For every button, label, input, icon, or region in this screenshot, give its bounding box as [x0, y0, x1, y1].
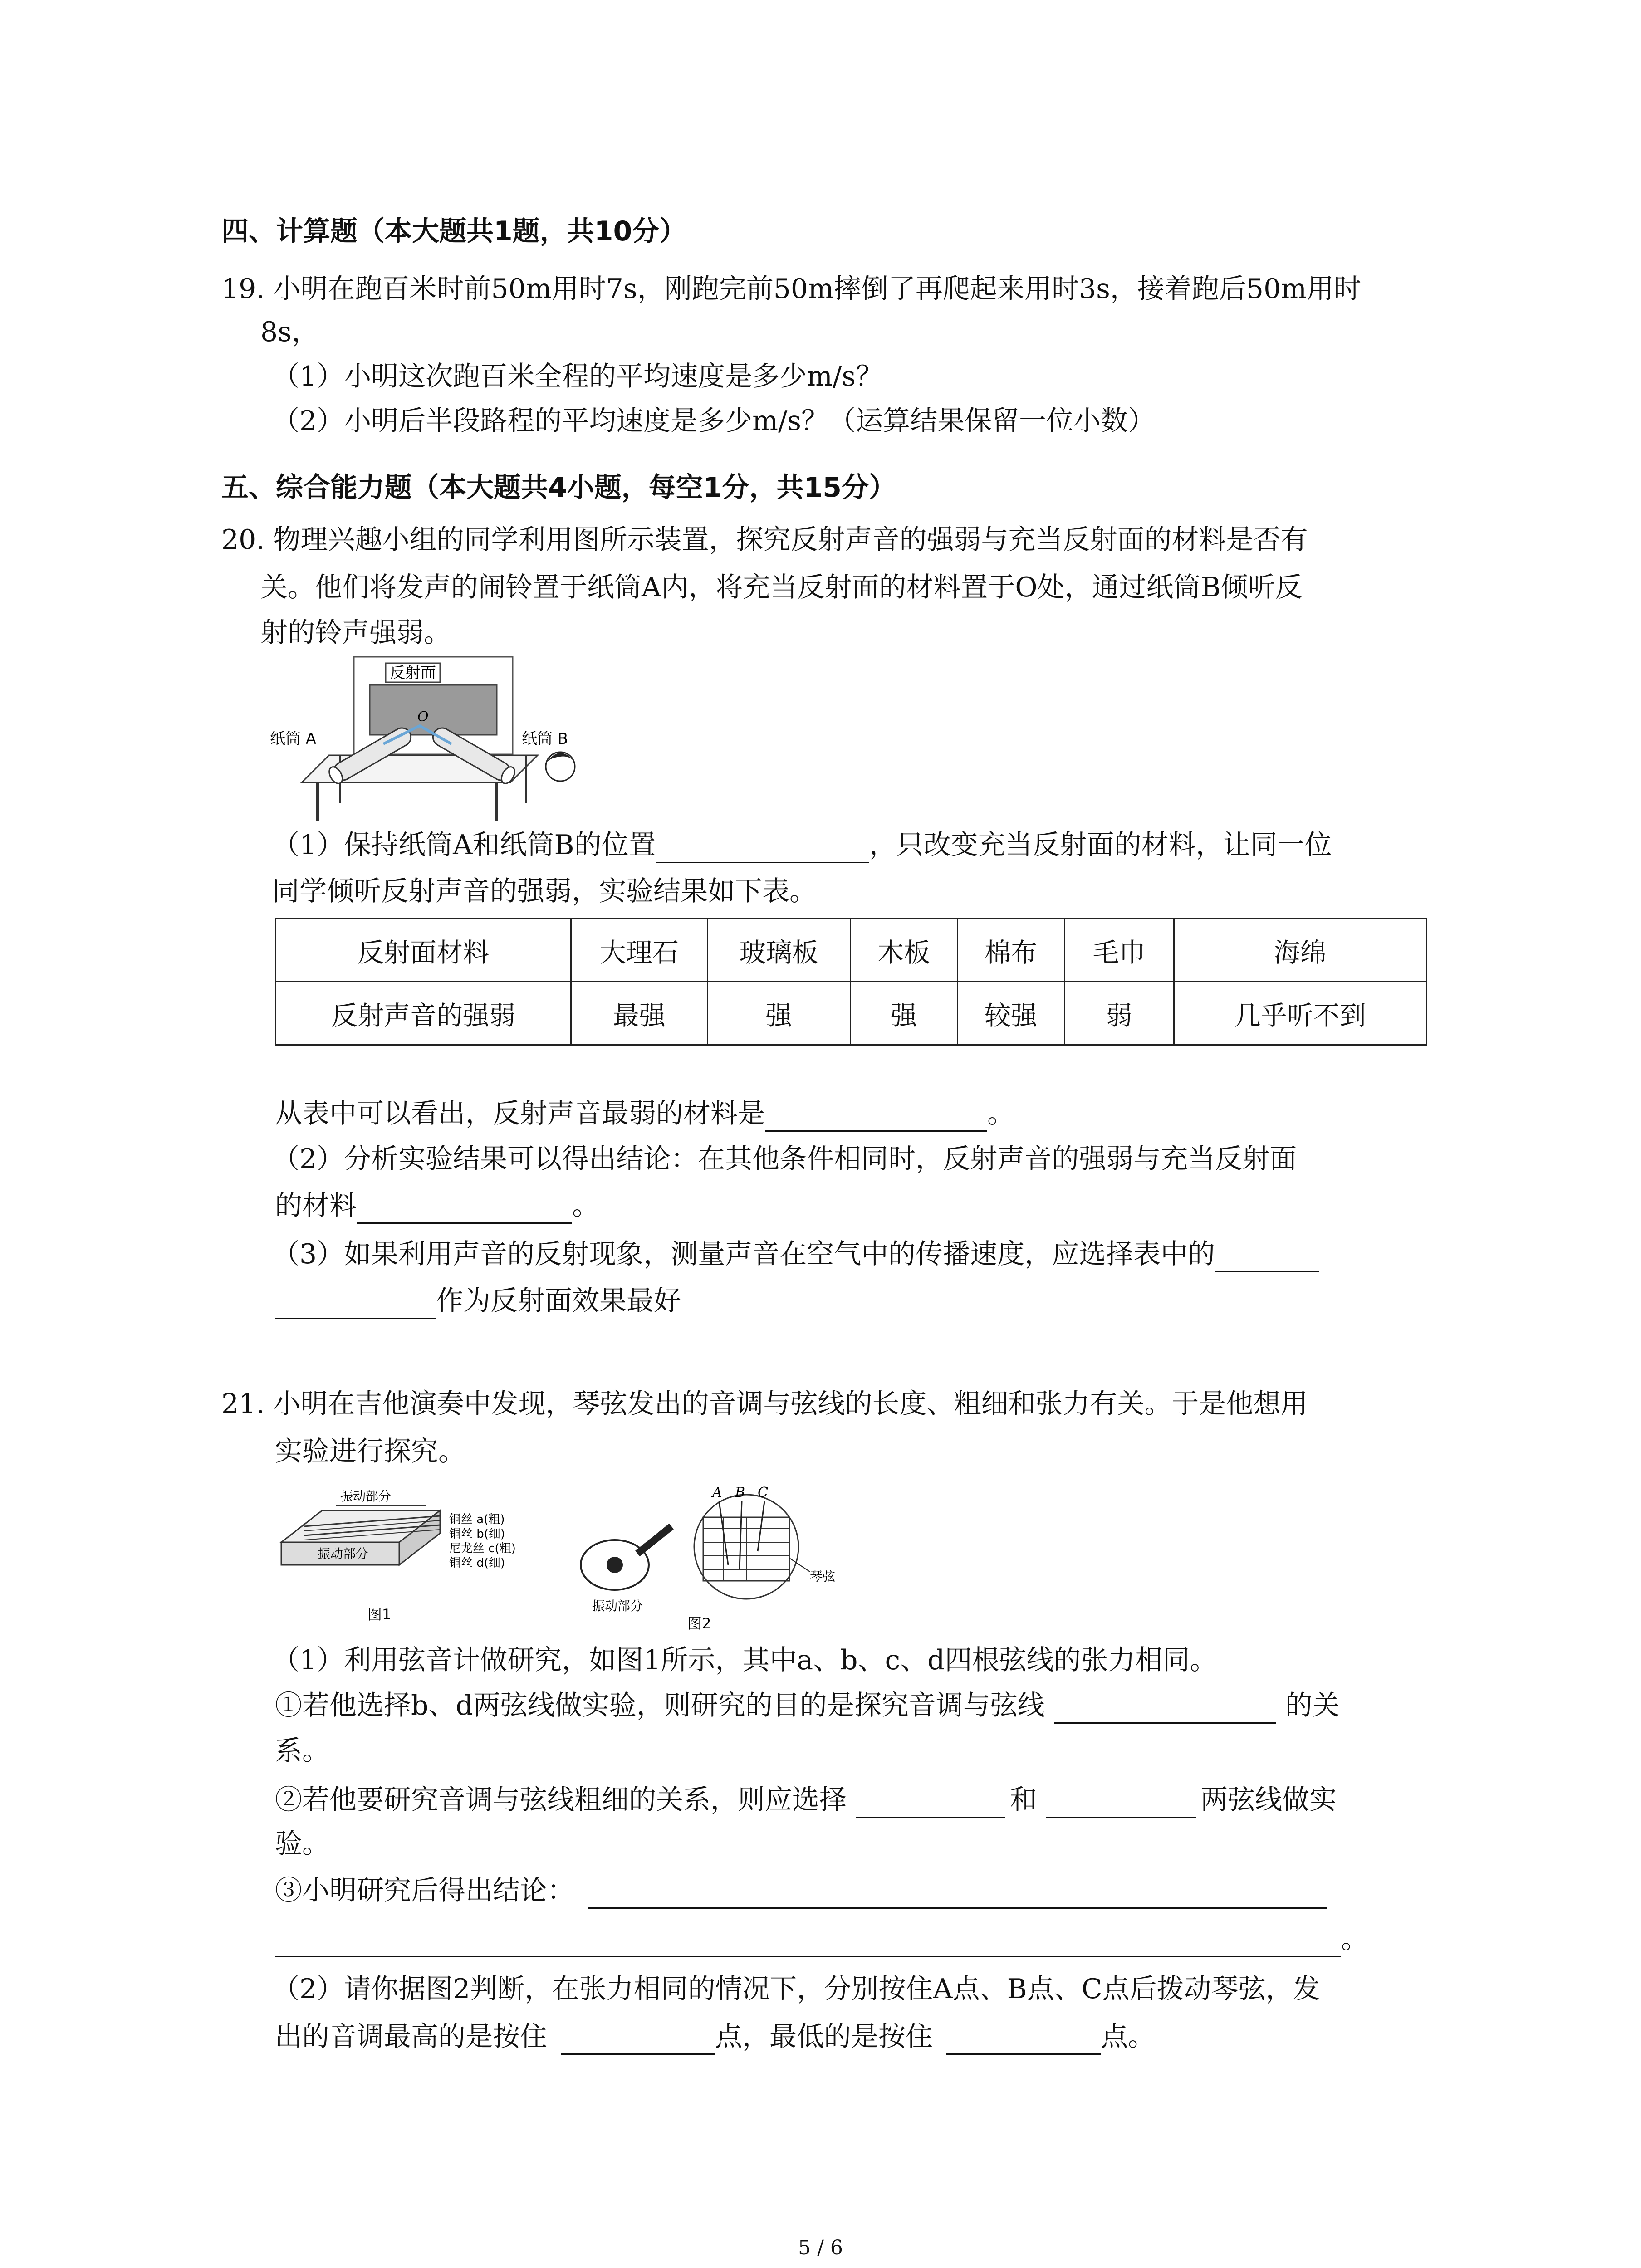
fig1-string-a: 铜丝 a(粗): [449, 1513, 505, 1526]
q20-blank-weakest[interactable]: [765, 1102, 987, 1132]
q20-after-table-text: 从表中可以看出，反射声音最弱的材料是: [275, 1098, 765, 1129]
q19-line2: 8s，: [260, 316, 319, 348]
fig1-caption: 图1: [367, 1606, 392, 1623]
q21-part2-end: 点。: [1101, 2021, 1155, 2053]
q20-line2: 关。他们将发声的闹铃置于纸筒A内，将充当反射面的材料置于O处，通过纸筒B倾听反: [260, 572, 1303, 603]
q21-c3-line1: [275, 1872, 1327, 1909]
reflection-results-table: [275, 918, 1427, 1046]
figure-label-a: 纸筒 A: [270, 730, 317, 748]
table-cell: 几乎听不到: [1174, 982, 1426, 1045]
table-cell: 玻璃板: [707, 919, 850, 982]
reflection-experiment-figure: [270, 653, 597, 826]
figure-label-b: 纸筒 B: [522, 730, 568, 748]
q20-line3: 射的铃声强弱。: [260, 617, 451, 649]
fig2-point-a: A: [712, 1485, 722, 1501]
q21-c3-text: ③小明研究后得出结论：: [275, 1875, 574, 1906]
q20-blank-material-a[interactable]: [1215, 1243, 1319, 1272]
q21-c3-end: 。: [1341, 1923, 1368, 1955]
fig2-point-c: C: [758, 1485, 768, 1501]
q21-part2-mid: 点，最低的是按住: [715, 2021, 933, 2053]
table-cell: 棉布: [957, 919, 1064, 982]
q20-part1-text-b: ，只改变充当反射面的材料，让同一位: [869, 829, 1332, 861]
q21-blank-string-1[interactable]: [856, 1789, 1005, 1818]
q21-part2-text: 出的音调最高的是按住: [275, 2021, 547, 2053]
q19-sub1: （1）小明这次跑百米全程的平均速度是多少m/s？: [272, 361, 883, 392]
table-cell: 强: [850, 982, 957, 1045]
table-cell: 强: [707, 982, 850, 1045]
table-cell: 弱: [1064, 982, 1174, 1045]
fig2-caption: 图2: [687, 1615, 711, 1632]
table-cell: 反射面材料: [276, 919, 571, 982]
guitar-figure: [574, 1474, 846, 1637]
q21-c1-end: 的关: [1285, 1690, 1340, 1721]
section-4-heading: 四、计算题（本大题共1题，共10分）: [221, 215, 687, 247]
q20-after-table-end: 。: [987, 1098, 1014, 1129]
fig1-bottom-label: 振动部分: [318, 1546, 369, 1561]
q20-part2-line1: （2）分析实验结果可以得出结论：在其他条件相同时，反射声音的强弱与充当反射面: [272, 1143, 1297, 1175]
q20-line1: 20. 物理兴趣小组的同学利用图所示装置，探究反射声音的强弱与充当反射面的材料是否有: [221, 524, 1308, 556]
q21-c2-text: ②若他要研究音调与弦线粗细的关系，则应选择: [275, 1784, 847, 1816]
q21-blank-string-2[interactable]: [1046, 1789, 1196, 1818]
q19-sub2: （2）小明后半段路程的平均速度是多少m/s？（运算结果保留一位小数）: [272, 405, 1156, 437]
q20-blank-conclusion[interactable]: [357, 1194, 572, 1224]
table-cell: 毛巾: [1064, 919, 1174, 982]
fig2-vib-label: 振动部分: [592, 1598, 643, 1613]
q20-part3-line2: [275, 1283, 681, 1319]
fig2-string-label: 琴弦: [810, 1569, 836, 1584]
q20-part1: [272, 827, 1332, 863]
q20-part2-line2: [275, 1188, 599, 1224]
q20-part2-end: 。: [572, 1190, 599, 1222]
q20-after-table: [275, 1095, 1014, 1132]
q21-c2-line1: [275, 1782, 1337, 1818]
q20-blank-material-b[interactable]: [275, 1290, 436, 1319]
q21-c2-and: 和: [1010, 1784, 1037, 1816]
q21-c1-line1: [275, 1687, 1340, 1724]
q19-line1: 19. 小明在跑百米时前50m用时7s，刚跑完前50m摔倒了再爬起来用时3s，接着跑后50m用时: [221, 273, 1362, 305]
table-cell: 最强: [571, 982, 707, 1045]
q21-blank-purpose[interactable]: [1054, 1694, 1276, 1724]
q20-part1-line2: 同学倾听反射声音的强弱，实验结果如下表。: [272, 875, 817, 907]
q20-part3-end: 作为反射面效果最好: [436, 1285, 681, 1317]
q21-c2-line2: 验。: [275, 1828, 329, 1860]
q21-c3-line2: [275, 1921, 1368, 1957]
section-5-heading: 五、综合能力题（本大题共4小题，每空1分，共15分）: [221, 472, 896, 503]
table-row: [276, 919, 1427, 982]
q21-blank-conclusion-2[interactable]: [275, 1928, 1341, 1957]
fig1-top-label: 振动部分: [340, 1489, 392, 1504]
string-sonometer-figure: [277, 1474, 567, 1624]
q21-part2-line2: [275, 2019, 1155, 2055]
fig2-point-b: B: [735, 1485, 745, 1501]
table-cell: 海绵: [1174, 919, 1426, 982]
q21-part2-line1: （2）请你据图2判断，在张力相同的情况下，分别按住A点、B点、C点后拨动琴弦，发: [272, 1973, 1320, 2005]
q21-c1-line2: 系。: [275, 1735, 329, 1767]
fig1-string-b: 铜丝 b(细): [449, 1527, 505, 1541]
page-number: 5 / 6: [798, 2236, 843, 2259]
table-cell: 反射声音的强弱: [276, 982, 571, 1045]
q21-line2: 实验进行探究。: [275, 1436, 465, 1467]
table-cell: 较强: [957, 982, 1064, 1045]
q21-line1: 21. 小明在吉他演奏中发现，琴弦发出的音调与弦线的长度、粗细和张力有关。于是他想用: [221, 1388, 1308, 1420]
q21-blank-highest[interactable]: [561, 2025, 715, 2055]
fig1-string-d: 铜丝 d(细): [449, 1556, 505, 1570]
q21-blank-conclusion-1[interactable]: [588, 1879, 1327, 1909]
q21-blank-lowest[interactable]: [946, 2025, 1101, 2055]
q20-part1-text-a: （1）保持纸筒A和纸筒B的位置: [272, 829, 656, 861]
q20-part3-text: （3）如果利用声音的反射现象，测量声音在空气中的传播速度，应选择表中的: [272, 1238, 1215, 1270]
table-cell: 木板: [850, 919, 957, 982]
q20-part2-text: 的材料: [275, 1190, 357, 1222]
q21-c2-end: 两弦线做实: [1200, 1784, 1337, 1816]
table-row: [276, 982, 1427, 1045]
q21-part1: （1）利用弦音计做研究，如图1所示，其中a、b、c、d四根弦线的张力相同。: [272, 1644, 1217, 1676]
figure-label-o: O: [417, 709, 429, 725]
table-cell: 大理石: [571, 919, 707, 982]
q20-part3-line1: [272, 1236, 1319, 1272]
q21-c1-text: ①若他选择b、d两弦线做实验，则研究的目的是探究音调与弦线: [275, 1690, 1045, 1721]
q20-blank-position[interactable]: [656, 834, 869, 863]
fig1-string-c: 尼龙丝 c(粗): [449, 1542, 516, 1555]
figure-label-surface: 反射面: [390, 664, 436, 682]
